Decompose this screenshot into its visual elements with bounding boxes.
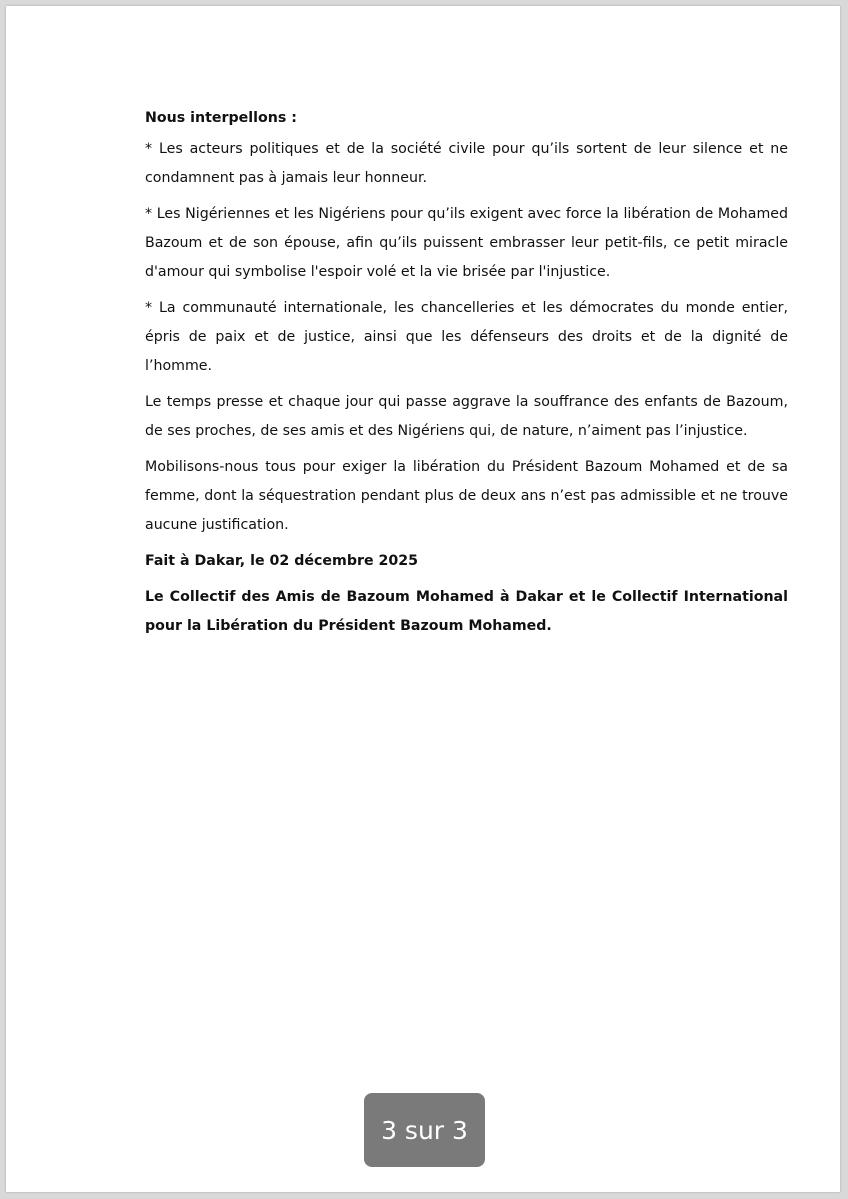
signature-date: Fait à Dakar, le 02 décembre 2025	[145, 553, 419, 569]
page-content	[145, 104, 788, 648]
paragraph-mobilisation: Mobilisons-nous tous pour exiger la libération du Président Bazoum Mohamed et de sa femme, dont la séquestration pendant plus de deux ans n’est pas admissible et ne trouve aucune justification.	[145, 459, 788, 533]
page-indicator: 3 sur 3	[364, 1093, 485, 1167]
paragraph-international-community: * La communauté internationale, les chancelleries et les démocrates du monde entier, épris de paix et de justice, ainsi que les défenseurs des droits et de la dignité de l’homme.	[145, 300, 788, 374]
paragraph-political-actors: * Les acteurs politiques et de la société civile pour qu’ils sortent de leur silence et ne condamnent pas à jamais leur honneur.	[145, 141, 788, 186]
signatory: Le Collectif des Amis de Bazoum Mohamed à Dakar et le Collectif International pour la Libération du Président Bazoum Mohamed.	[145, 589, 788, 634]
document-page	[6, 6, 840, 1192]
paragraph-nigeriens: * Les Nigériennes et les Nigériens pour qu’ils exigent avec force la libération de Mohamed Bazoum et de son épouse, afin qu’ils puissent embrasser leur petit-fils, ce petit miracle d'amour qui symbolise l'espoir volé et la vie brisée par l'injustice.	[145, 206, 788, 280]
paragraph-time-presses: Le temps presse et chaque jour qui passe aggrave la souffrance des enfants de Bazoum, de ses proches, de ses amis et des Nigériens qui, de nature, n’aiment pas l’injustice.	[145, 394, 788, 439]
section-heading: Nous interpellons :	[145, 110, 297, 126]
